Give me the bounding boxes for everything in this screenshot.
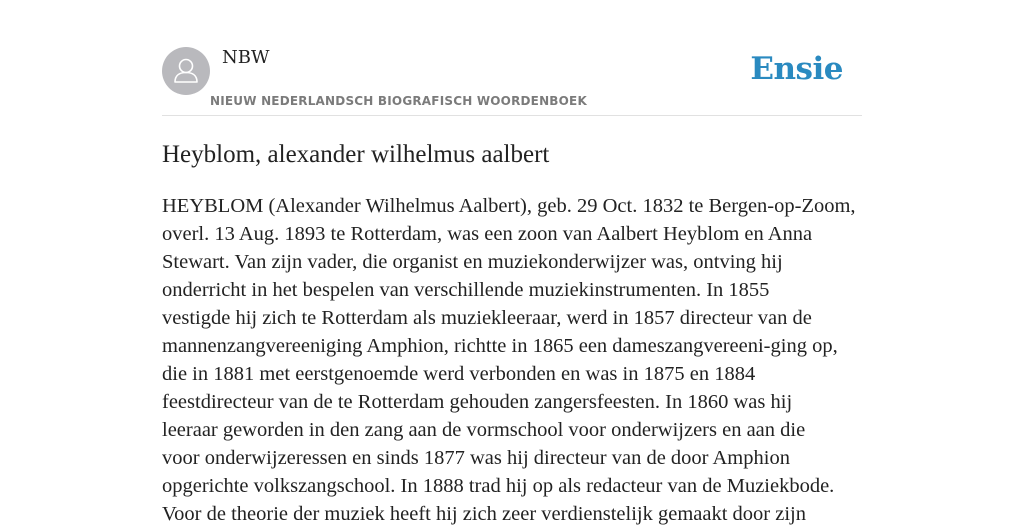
article-body-line: Voor de theorie der muziek heeft hij zich zeer verdienstelijk gemaakt door zijn	[162, 503, 806, 525]
article-body-line: onderricht in het bespelen van verschillende muziekinstrumenten. In 1855	[162, 279, 770, 301]
article-body-line: Stewart. Van zijn vader, die organist en muziekonderwijzer was, ontving hij	[162, 251, 783, 273]
ensie-logo[interactable]: Ensie	[750, 51, 843, 87]
article-body-line: voor onderwijzeressen en sinds 1877 was hij directeur van de door Amphion	[162, 447, 790, 469]
article-body	[162, 192, 862, 528]
source-header	[162, 0, 862, 116]
article-body-line: leeraar geworden in den zang aan de vormschool voor onderwijzers en aan die	[162, 419, 806, 441]
article-body-line: overl. 13 Aug. 1893 te Rotterdam, was een zoon van Aalbert Heyblom en Anna	[162, 223, 813, 245]
article-title: Heyblom, alexander wilhelmus aalbert	[162, 141, 550, 168]
user-silhouette-icon	[162, 47, 210, 95]
article-body-line: vestigde hij zich te Rotterdam als muziekleeraar, werd in 1857 directeur van de	[162, 307, 812, 329]
source-avatar[interactable]	[162, 47, 210, 95]
article-body-line: HEYBLOM (Alexander Wilhelmus Aalbert), geb. 29 Oct. 1832 te Bergen-op-Zoom,	[162, 195, 856, 217]
article-body-line: mannenzangvereeniging Amphion, richtte in 1865 een dameszangvereeni-ging op,	[162, 335, 838, 357]
source-name[interactable]: NBW	[222, 47, 270, 68]
source-full-name: NIEUW NEDERLANDSCH BIOGRAFISCH WOORDENBOEK	[210, 94, 587, 108]
article-body-line: feestdirecteur van de te Rotterdam gehouden zangersfeesten. In 1860 was hij	[162, 391, 793, 413]
article-body-line: opgerichte volkszangschool. In 1888 trad hij op als redacteur van de Muziekbode.	[162, 475, 835, 497]
article-body-line: die in 1881 met eerstgenoemde werd verbonden en was in 1875 en 1884	[162, 363, 756, 385]
